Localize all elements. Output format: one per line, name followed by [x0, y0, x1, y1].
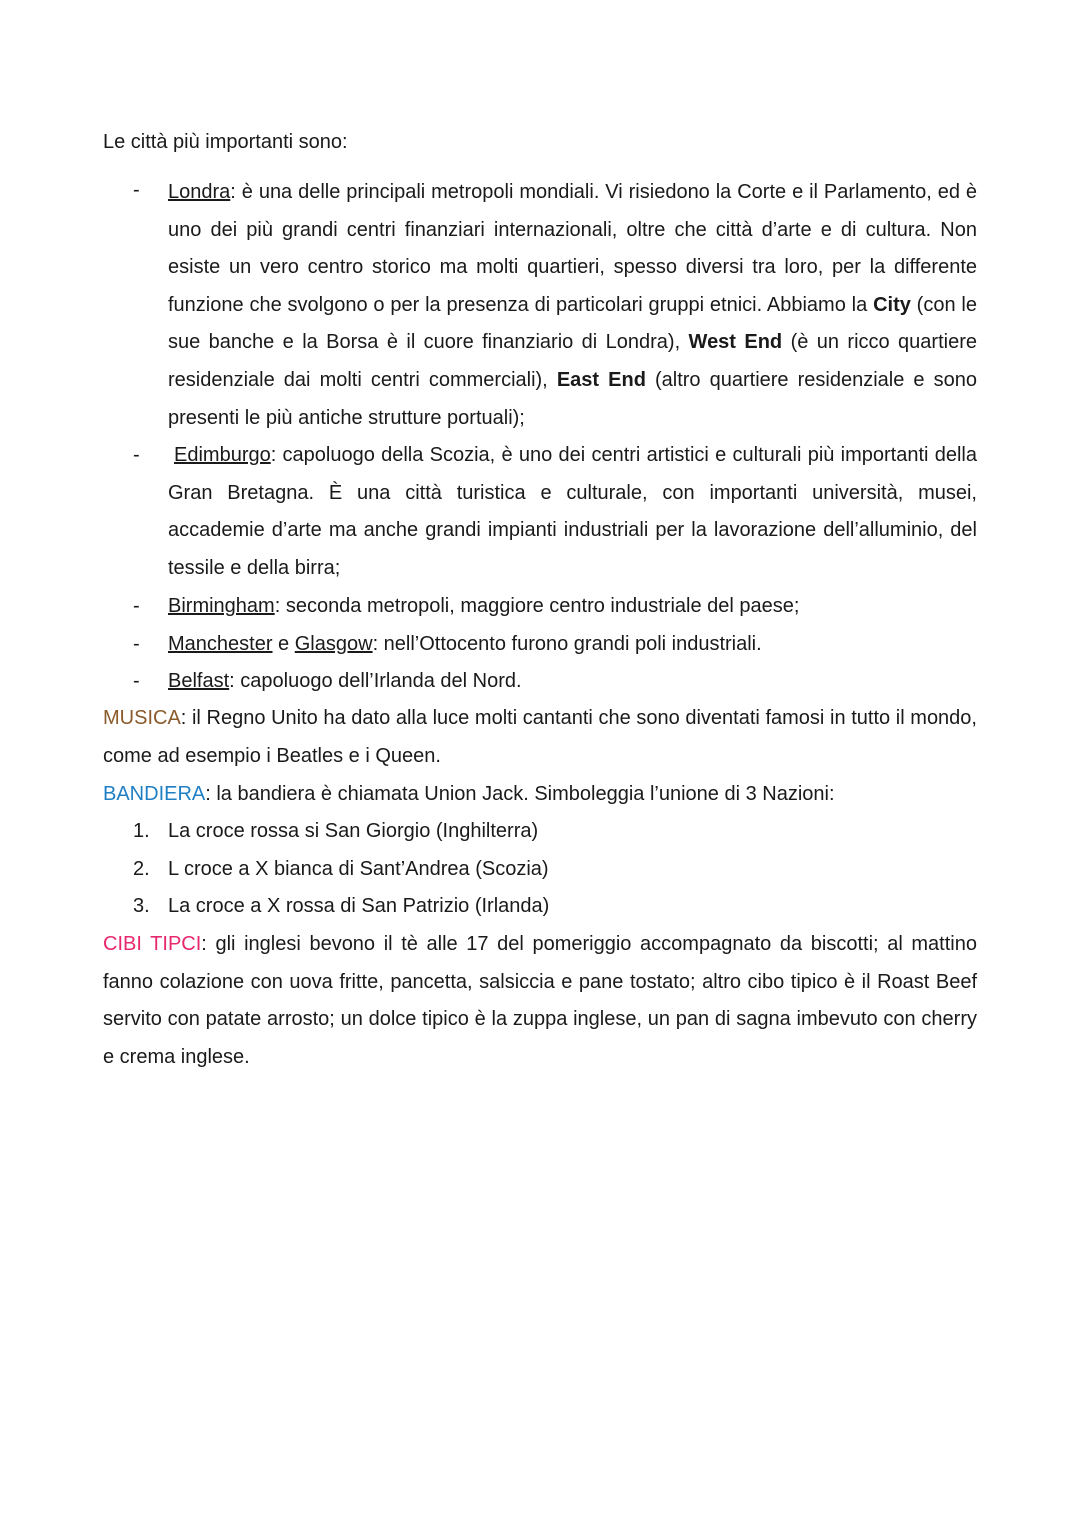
westend-term: West End	[688, 331, 783, 354]
cibi-label: CIBI TIPCI	[103, 933, 202, 955]
city-name-londra: Londra	[168, 181, 231, 203]
manchester-conj: e	[272, 633, 295, 655]
bullet-dash: -	[133, 633, 140, 655]
list-number: 1.	[133, 820, 150, 842]
londra-text-2: (con le sue banche e la Borsa è il cuore finanziario di Londra),	[168, 293, 977, 354]
list-number: 2.	[133, 858, 150, 880]
intro-text: Le città più importanti sono:	[103, 131, 348, 153]
eastend-term: East End	[556, 368, 646, 391]
edimburgo-text: : capoluogo della Scozia, è uno dei centri artistici e culturali più importanti della Gran Bretagna. È una città turistica e culturale, con importanti università, musei, accademie d’arte ma anche grandi impianti industriali per la lavorazione dell’alluminio, del tessile e della birra;	[168, 444, 977, 579]
londra-item	[168, 174, 977, 437]
bandiera-label: BANDIERA	[103, 783, 206, 805]
londra-text-3: (è un ricco quartiere residenziale dai molti centri commerciali),	[168, 331, 977, 391]
musica-paragraph	[103, 700, 977, 775]
list-item: L croce a X bianca di Sant’Andrea (Scozia)	[168, 858, 549, 880]
city-name-manchester: Manchester	[168, 633, 273, 655]
city-term: City	[873, 293, 911, 316]
cibi-paragraph	[103, 926, 977, 1076]
bullet-dash: -	[133, 179, 140, 201]
birmingham-item	[168, 588, 977, 626]
bandiera-paragraph	[103, 776, 977, 814]
list-item: La croce a X rossa di San Patrizio (Irlanda)	[168, 895, 550, 917]
londra-text-1: : è una delle principali metropoli mondiali. Vi risiedono la Corte e il Parlamento, ed è uno dei più grandi centri finanziari internazionali, oltre che città d’arte e di cultura. Non esiste un vero centro storico ma molti quartieri, spesso diversi tra loro, per la differente funzione che svolgono o per la presenza di particolari gruppi etnici. Abbiamo la	[168, 181, 977, 316]
londra-text-4: (altro quartiere residenziale e sono presenti le più antiche strutture portuali);	[168, 368, 977, 429]
belfast-text: : capoluogo dell’Irlanda del Nord.	[229, 670, 522, 692]
city-name-edimburgo: Edimburgo	[174, 444, 271, 466]
bandiera-text: : la bandiera è chiamata Union Jack. Simboleggia l’unione di 3 Nazioni:	[205, 783, 835, 805]
manchester-text: : nell’Ottocento furono grandi poli industriali.	[372, 633, 762, 655]
city-name-birmingham: Birmingham	[168, 595, 275, 617]
cibi-text: : gli inglesi bevono il tè alle 17 del pomeriggio accompagnato da biscotti; al mattino fanno colazione con uova fritte, pancetta, salsiccia e pane tostato; altro cibo tipico è il Roast Beef servito con patate arrosto; un dolce tipico è la zuppa inglese, un pan di sagna imbevuto con cherry e crema inglese.	[103, 933, 977, 1068]
city-name-belfast: Belfast	[168, 670, 230, 692]
city-name-glasgow: Glasgow	[294, 633, 373, 655]
birmingham-text: : seconda metropoli, maggiore centro industriale del paese;	[274, 595, 800, 617]
manchester-item	[168, 626, 977, 664]
bullet-dash: -	[133, 595, 140, 617]
belfast-item	[168, 663, 977, 701]
bullet-dash: -	[133, 670, 140, 692]
musica-text: : il Regno Unito ha dato alla luce molti cantanti che sono diventati famosi in tutto il mondo, come ad esempio i Beatles e i Queen.	[103, 707, 977, 767]
list-item: La croce rossa si San Giorgio (Inghilterra)	[168, 820, 539, 842]
list-number: 3.	[133, 895, 150, 917]
edimburgo-item	[168, 437, 977, 587]
bullet-dash: -	[133, 444, 140, 466]
musica-label: MUSICA	[103, 707, 181, 729]
